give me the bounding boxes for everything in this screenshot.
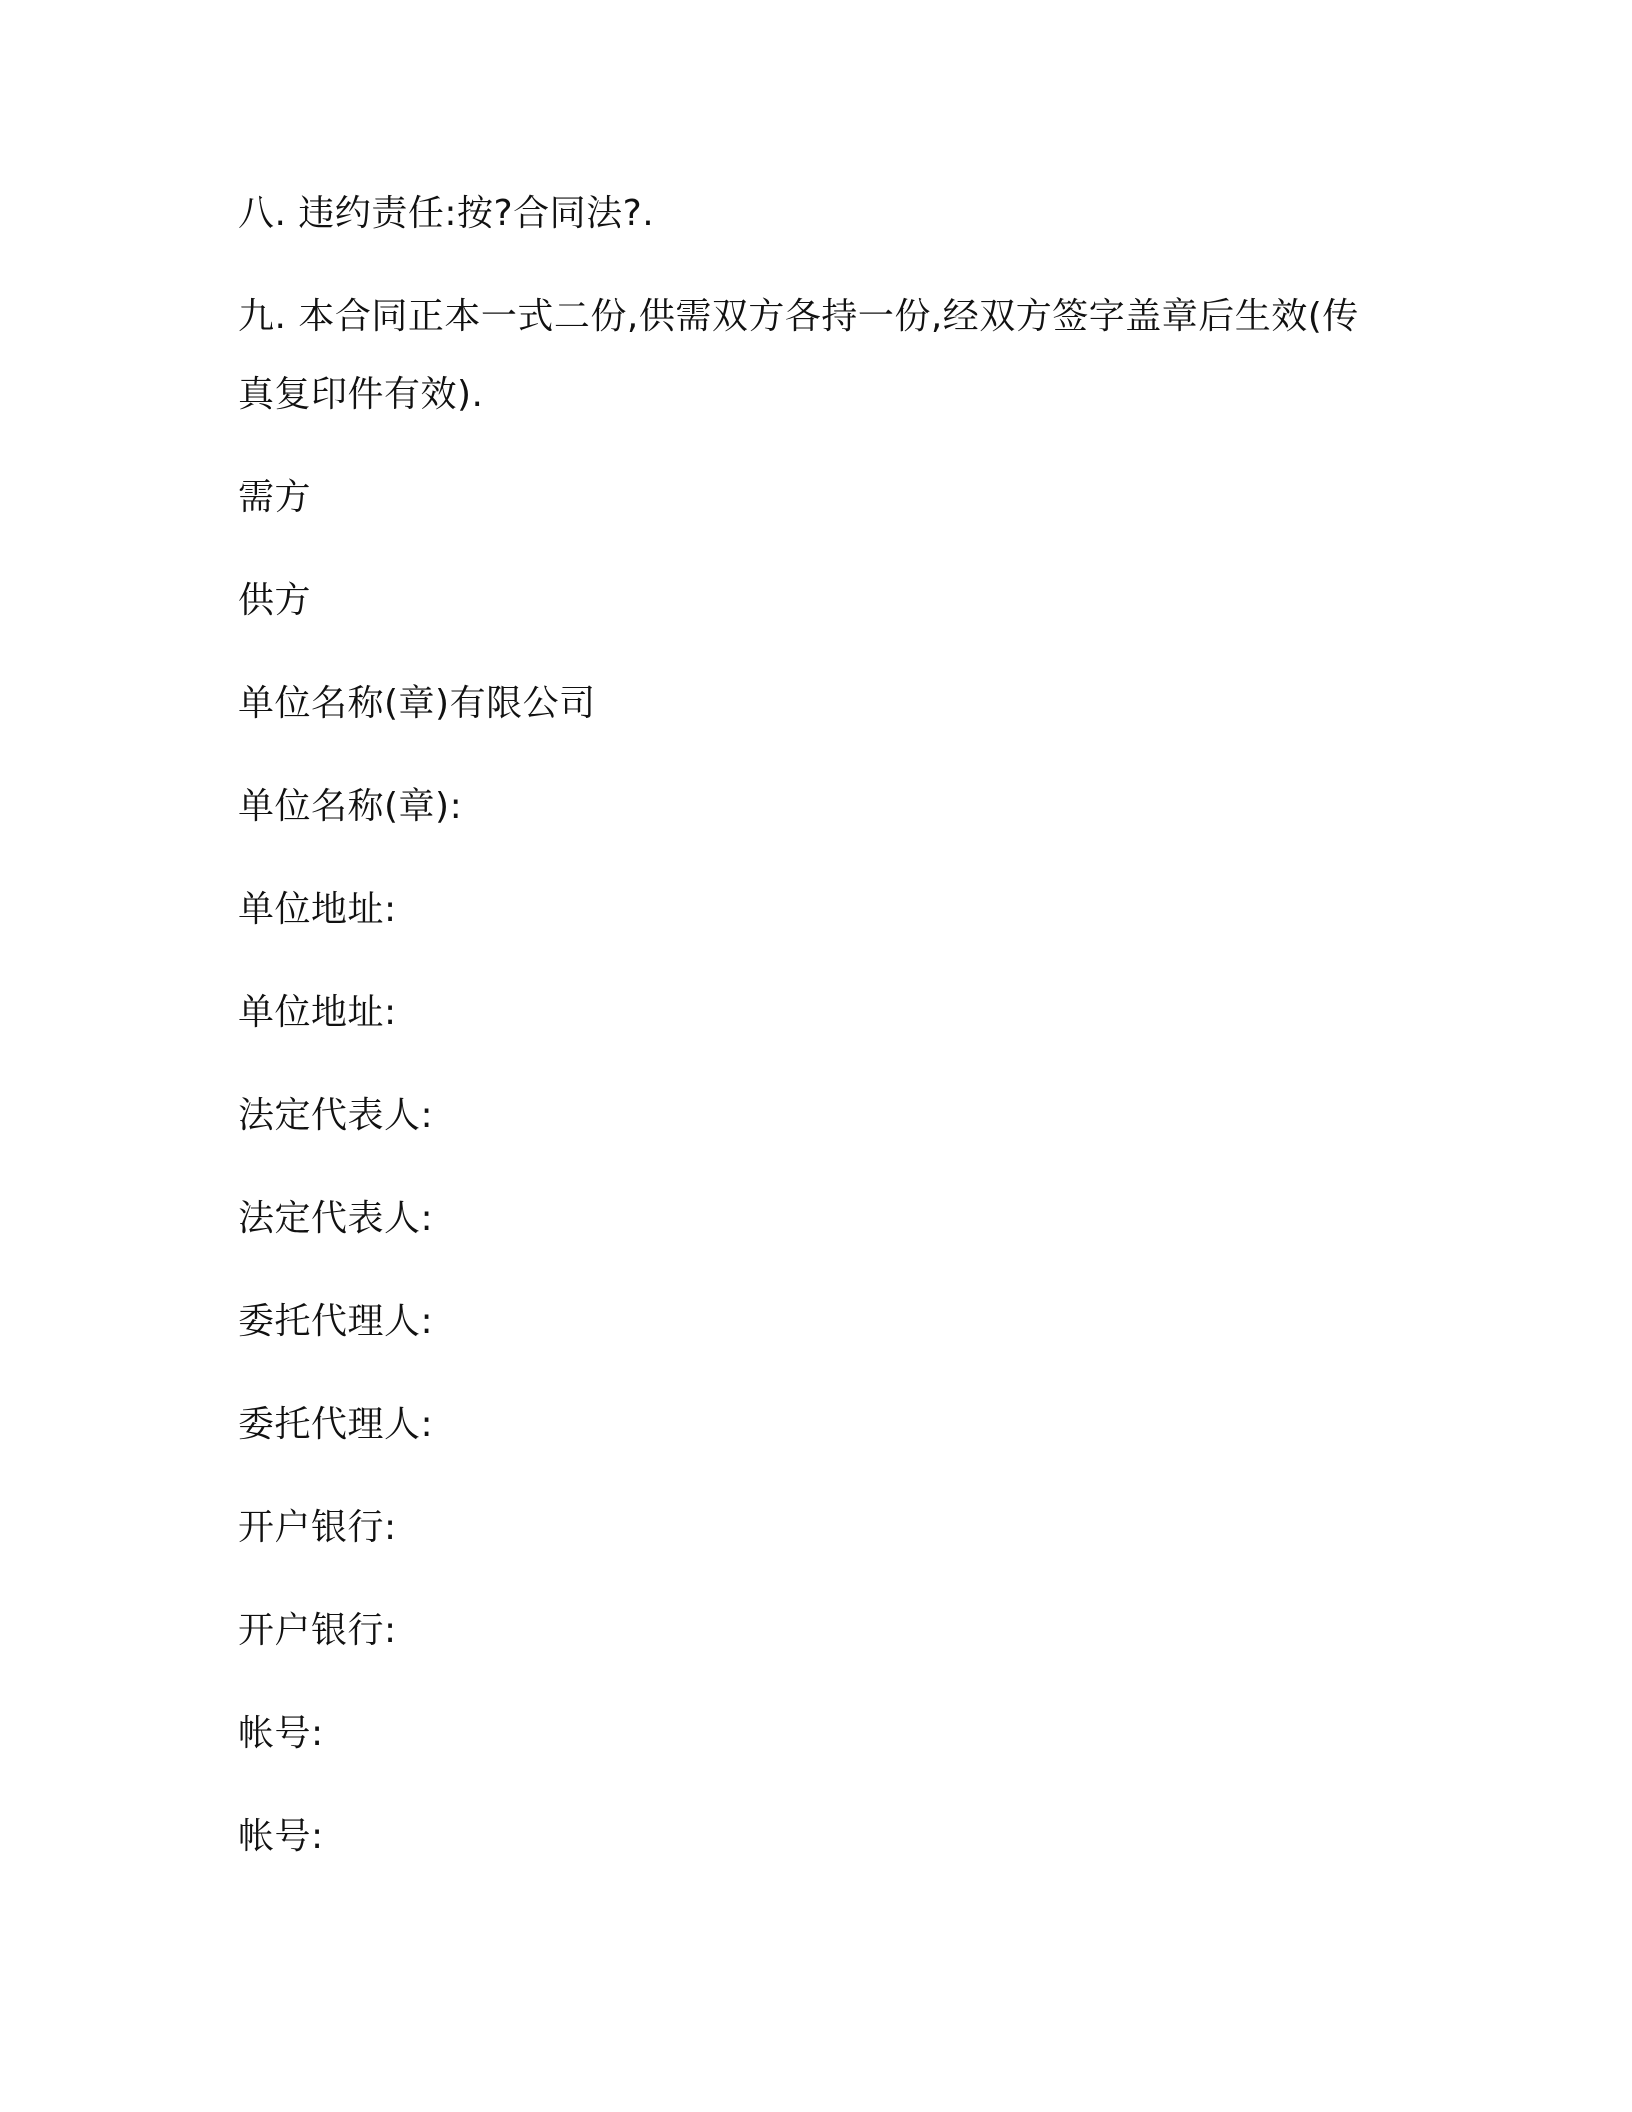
buyer-legal-representative-field: 法定代表人:	[238, 1095, 434, 1136]
supplier-authorized-agent-field: 委托代理人:	[238, 1404, 434, 1445]
clause-9-copies-and-effectiveness: 九. 本合同正本一式二份,供需双方各持一份,经双方签字盖章后生效(传真复印件有效).	[238, 296, 1359, 415]
supplier-account-number-field: 帐号:	[238, 1816, 324, 1857]
supplier-company-name-field: 单位名称(章):	[238, 786, 463, 827]
supplier-heading: 供方	[238, 580, 312, 621]
supplier-address-field: 单位地址:	[238, 992, 397, 1033]
buyer-address-field: 单位地址:	[238, 889, 397, 930]
buyer-account-number-field: 帐号:	[238, 1713, 324, 1754]
buyer-heading: 需方	[238, 477, 312, 518]
clause-8-breach-liability: 八. 违约责任:按?合同法?.	[238, 193, 655, 234]
buyer-authorized-agent-field: 委托代理人:	[238, 1301, 434, 1342]
document-body	[238, 188, 1388, 1914]
supplier-bank-field: 开户银行:	[238, 1610, 397, 1651]
buyer-bank-field: 开户银行:	[238, 1507, 397, 1548]
supplier-legal-representative-field: 法定代表人:	[238, 1198, 434, 1239]
buyer-company-name-field: 单位名称(章)有限公司	[238, 683, 596, 724]
